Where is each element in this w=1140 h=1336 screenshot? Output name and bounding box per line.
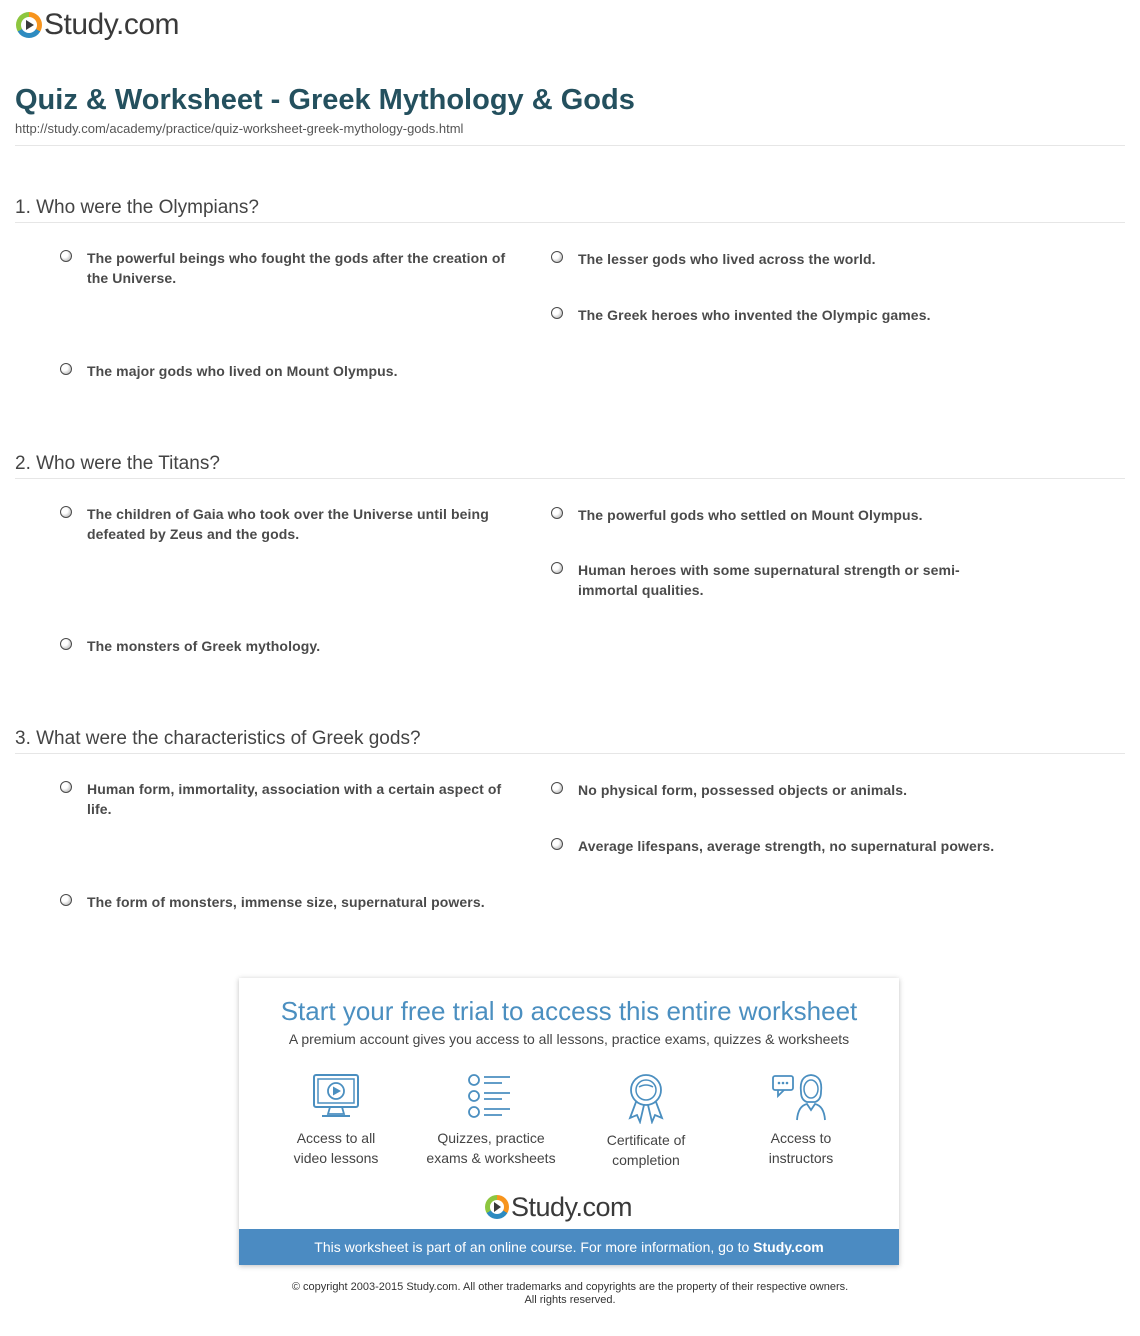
- feature-certificate: [566, 1072, 726, 1170]
- option-text: No physical form, possessed objects or animals.: [578, 782, 908, 798]
- certificate-icon: [624, 1072, 668, 1124]
- option-text: The major gods who lived on Mount Olympus.: [87, 363, 398, 379]
- feature-label-line: Access to all: [296, 1130, 376, 1146]
- question-1-option-b[interactable]: [551, 249, 1031, 269]
- feature-label-line: completion: [612, 1152, 680, 1168]
- question-1-option-d[interactable]: [60, 361, 520, 381]
- question-2-option-b[interactable]: [551, 505, 1031, 525]
- promo-title: Start your free trial to access this entire worksheet: [280, 996, 858, 1026]
- radio-button[interactable]: [551, 562, 563, 574]
- option-text: The children of Gaia who took over the Universe until being defeated by Zeus and the gods.: [87, 506, 489, 542]
- question-3-option-a[interactable]: [60, 779, 520, 819]
- promo-logo[interactable]: [485, 1192, 632, 1222]
- radio-button[interactable]: [60, 781, 72, 793]
- question-1-divider: [15, 222, 1125, 223]
- radio-button[interactable]: [60, 638, 72, 650]
- instructor-icon: [771, 1072, 831, 1122]
- radio-button[interactable]: [60, 250, 72, 262]
- radio-button[interactable]: [60, 894, 72, 906]
- feature-label-line: Access to: [770, 1130, 832, 1146]
- question-3-divider: [15, 753, 1125, 754]
- logo-text: Study.com: [44, 8, 179, 41]
- promo-bar-text: This worksheet is part of an online course. For more information, go to: [314, 1239, 754, 1255]
- question-3-option-c[interactable]: [551, 836, 1051, 856]
- radio-button[interactable]: [551, 307, 563, 319]
- page-url: http://study.com/academy/practice/quiz-worksheet-greek-mythology-gods.html: [15, 121, 464, 136]
- feature-video-lessons: [256, 1072, 416, 1168]
- option-text: Average lifespans, average strength, no supernatural powers.: [578, 838, 995, 854]
- checklist-icon: [466, 1072, 516, 1122]
- feature-label-line: Certificate of: [606, 1132, 686, 1148]
- logo-play-icon: [16, 12, 42, 38]
- option-text: The form of monsters, immense size, supernatural powers.: [87, 894, 485, 910]
- radio-button[interactable]: [551, 507, 563, 519]
- promo-bar-link[interactable]: Study.com: [753, 1239, 824, 1255]
- video-lesson-icon: [310, 1072, 362, 1122]
- option-text: Human heroes with some supernatural strength or semi-immortal qualities.: [578, 562, 960, 598]
- copyright-footer: [0, 1281, 1140, 1307]
- free-trial-promo[interactable]: [239, 978, 899, 1265]
- question-2-option-a[interactable]: [60, 504, 520, 544]
- option-text: The powerful beings who fought the gods after the creation of the Universe.: [87, 250, 506, 286]
- question-2-option-d[interactable]: [60, 636, 520, 656]
- radio-button[interactable]: [551, 782, 563, 794]
- radio-button[interactable]: [551, 251, 563, 263]
- logo-play-icon: [485, 1195, 509, 1219]
- feature-label-line: exams & worksheets: [426, 1150, 556, 1166]
- promo-subtitle: A premium account gives you access to all lessons, practice exams, quizzes & worksheets: [288, 1031, 850, 1047]
- promo-info-bar: [239, 1229, 899, 1265]
- feature-label-line: Quizzes, practice: [437, 1130, 545, 1146]
- page-title: Quiz & Worksheet - Greek Mythology & Gods: [15, 84, 635, 116]
- site-logo[interactable]: [16, 8, 179, 42]
- option-text: The monsters of Greek mythology.: [87, 638, 321, 654]
- feature-instructors: [721, 1072, 881, 1168]
- radio-button[interactable]: [551, 838, 563, 850]
- question-2-option-c[interactable]: [551, 560, 991, 600]
- option-text: The powerful gods who settled on Mount Olympus.: [578, 507, 923, 523]
- question-1-title: 1. Who were the Olympians?: [15, 197, 259, 218]
- question-2-divider: [15, 478, 1125, 479]
- question-1-option-a[interactable]: [60, 248, 520, 288]
- logo-text: Study.com: [511, 1192, 633, 1222]
- question-3-title: 3. What were the characteristics of Greek gods?: [15, 728, 421, 749]
- radio-button[interactable]: [60, 363, 72, 375]
- feature-label-line: instructors: [768, 1150, 834, 1166]
- rights-line: All rights reserved.: [524, 1294, 616, 1306]
- question-3-option-d[interactable]: [60, 892, 520, 912]
- option-text: The lesser gods who lived across the world.: [578, 251, 876, 267]
- feature-label-line: video lessons: [293, 1150, 379, 1166]
- option-text: Human form, immortality, association with a certain aspect of life.: [87, 781, 502, 817]
- header-divider: [15, 145, 1125, 146]
- option-text: The Greek heroes who invented the Olympic games.: [578, 307, 931, 323]
- question-1-option-c[interactable]: [551, 305, 1031, 325]
- question-2-title: 2. Who were the Titans?: [15, 453, 220, 474]
- copyright-line: © copyright 2003-2015 Study.com. All other trademarks and copyrights are the property of their respective owners.: [291, 1281, 849, 1293]
- feature-quizzes: [411, 1072, 571, 1168]
- radio-button[interactable]: [60, 506, 72, 518]
- question-3-option-b[interactable]: [551, 780, 1051, 800]
